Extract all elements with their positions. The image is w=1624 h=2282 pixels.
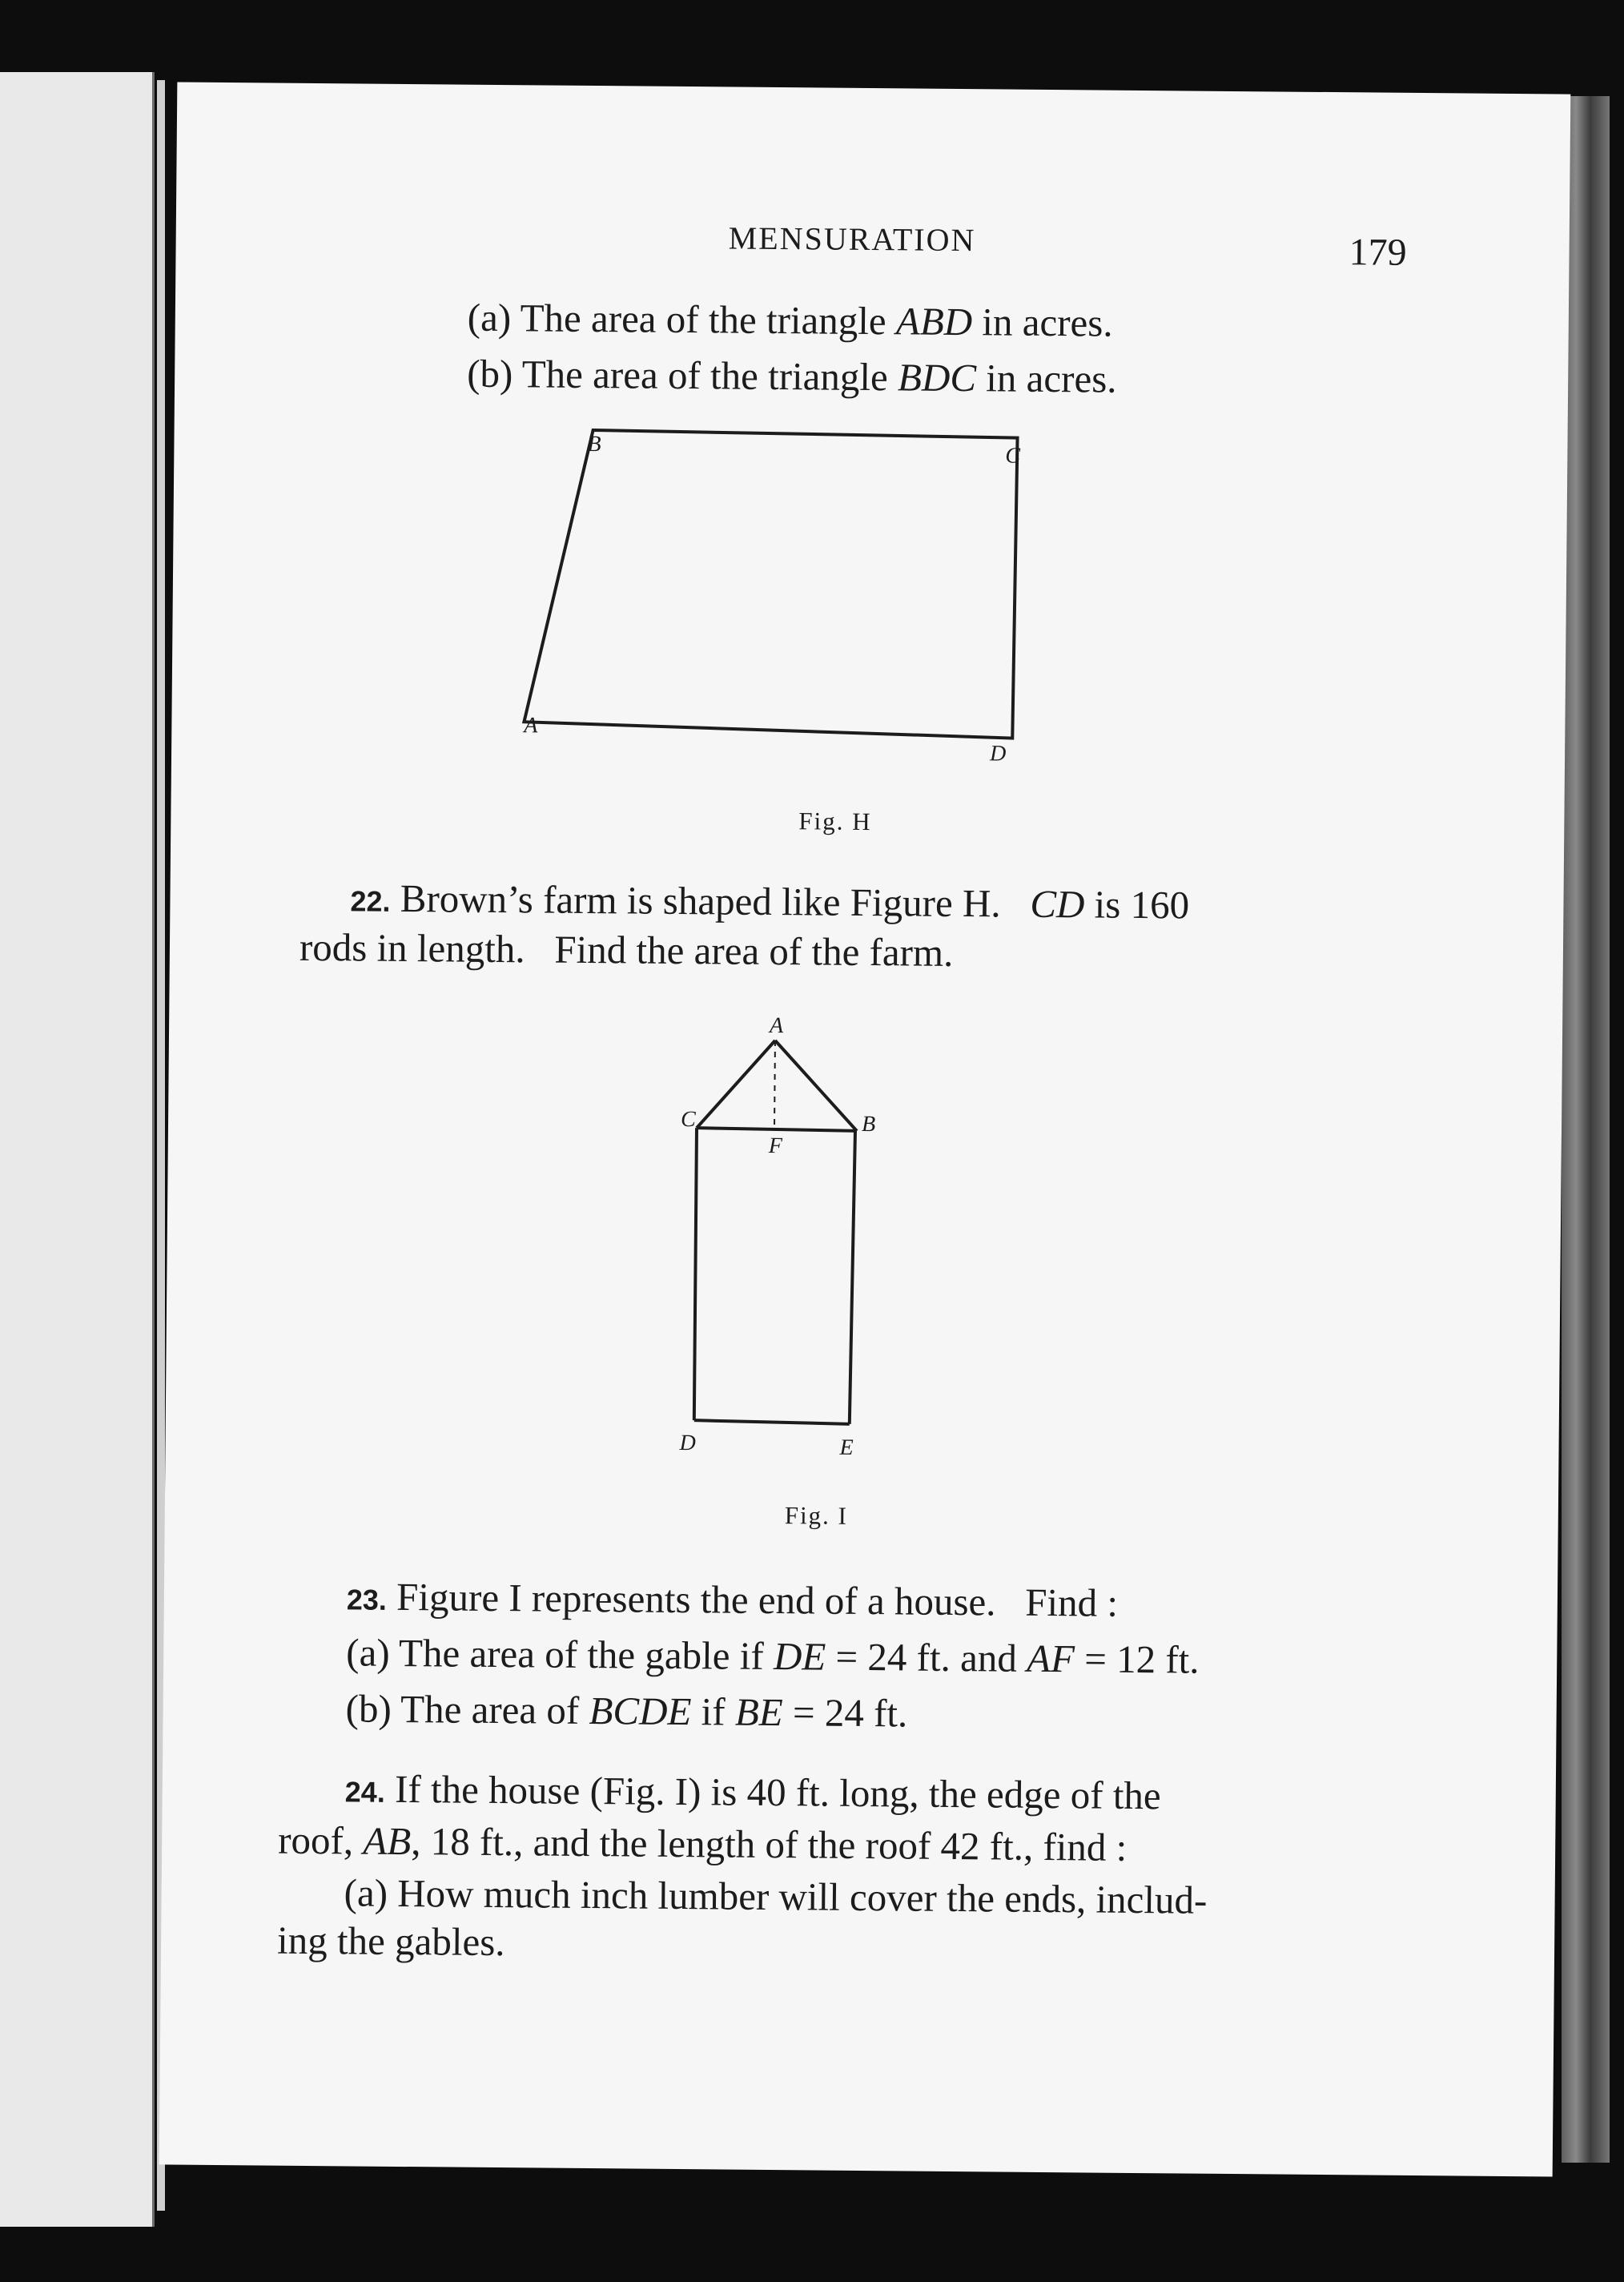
trapezoid-abcd: [524, 429, 1017, 738]
problem-24-line-4: ing the gables.: [276, 1918, 505, 1965]
problem-23-line-1: 23. Figure I represents the end of a house. Find :: [346, 1574, 1119, 1625]
figure-i: [645, 1008, 906, 1459]
problem-24-line-1: 24. If the house (Fig. I) is 40 ft. long, the edge of the: [344, 1766, 1161, 1818]
vertex-label-d: D: [679, 1430, 696, 1456]
line-eb: [850, 1131, 855, 1424]
vertex-label-c: C: [680, 1106, 696, 1133]
vertex-label-f: F: [768, 1133, 783, 1159]
figure-h-caption: Fig. H: [798, 807, 872, 836]
vertex-label-a: A: [769, 1012, 784, 1039]
problem-number: 23.: [346, 1583, 388, 1616]
vertex-label-b: B: [861, 1111, 876, 1137]
line-cb: [697, 1128, 857, 1131]
problem-23-item-a: (a) The area of the gable if DE = 24 ft. and AF = 12 ft.: [346, 1630, 1200, 1682]
vertex-label-d: D: [989, 741, 1007, 767]
problem-24-item-a: (a) How much inch lumber will cover the ends, includ-: [344, 1870, 1208, 1922]
problem-number: 24.: [344, 1775, 385, 1809]
problem-23-item-b: (b) The area of BCDE if BE = 24 ft.: [345, 1686, 908, 1736]
line-ca: [697, 1040, 775, 1129]
problem-22-line-2: rods in length. Find the area of the farm.: [299, 924, 954, 975]
figure-h: [524, 429, 1023, 767]
vertex-label-a: A: [524, 713, 538, 739]
running-header: MENSURATION: [728, 219, 976, 259]
line-cd: [694, 1128, 697, 1420]
figure-i-caption: Fig. I: [784, 1501, 849, 1530]
problem-24-line-2: roof, AB, 18 ft., and the length of the roof 42 ft., find :: [277, 1817, 1128, 1869]
line-af-dashed: [774, 1040, 775, 1127]
vertex-label-b: B: [587, 431, 601, 457]
item-a: (a) The area of the triangle ABD in acres.: [467, 295, 1113, 345]
item-label: (a): [467, 295, 512, 340]
line-ab: [774, 1040, 858, 1131]
book-page: [159, 82, 1571, 2176]
left-page: [0, 72, 155, 2227]
problem-22-line-1: 22. Brown’s farm is shaped like Figure H. CD is 160: [350, 875, 1190, 928]
page-number: 179: [1349, 231, 1407, 274]
item-b: (b) The area of the triangle BDC in acres.: [466, 351, 1117, 401]
page-edges: [1562, 96, 1610, 2163]
item-label: (b): [466, 351, 513, 396]
vertex-label-c: C: [1005, 443, 1021, 469]
line-de: [694, 1420, 850, 1424]
problem-number: 22.: [350, 884, 391, 918]
vertex-label-e: E: [839, 1435, 854, 1460]
